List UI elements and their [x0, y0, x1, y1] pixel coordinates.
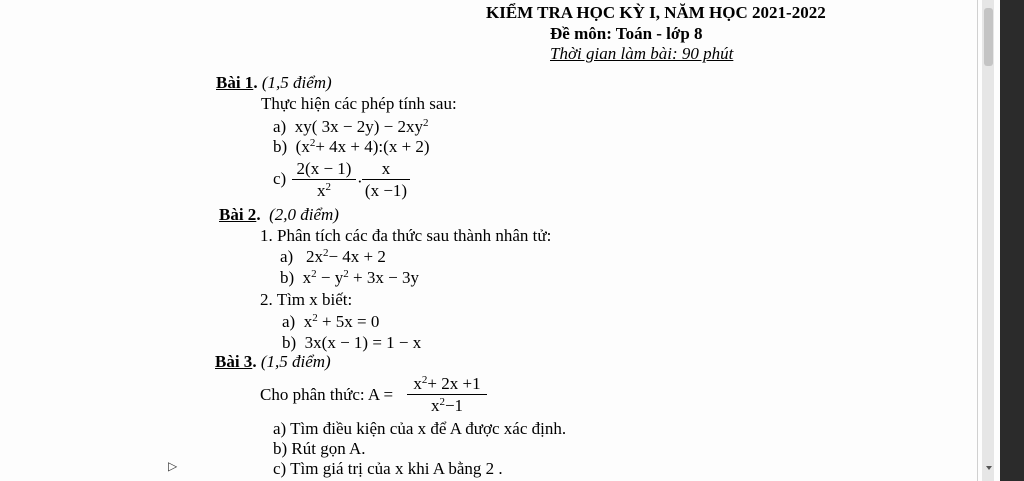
scroll-down-arrow-icon[interactable] [986, 466, 992, 470]
exam-subject: Đề môn: Toán - lớp 8 [550, 24, 703, 43]
bai1-c-fraction-2: x (x −1) [362, 159, 410, 200]
bai3-heading: Bài 3. (1,5 điểm) [215, 352, 331, 371]
bai2-q1b: b) $x^2 - y^2 + 3x - 3y$ [280, 268, 419, 287]
scrollbar-thumb[interactable] [984, 8, 993, 66]
bai1-heading: Bài 1. (1,5 điểm) [216, 73, 332, 92]
bai2-q1a: a) $2x^2- 4x + 2$ [280, 247, 386, 266]
bai3-intro: Cho phân thức: A = [260, 385, 394, 404]
bai1-b: b) ($x^2+ 4x$ + 4):(x + 2) [273, 137, 430, 156]
bai3-fraction-A: $x^2+ 2x +1$ $x^2-1$ [407, 374, 487, 415]
bai1-instruction: Thực hiện các phép tính sau: [261, 94, 457, 113]
bai3-a: a) Tìm điều kiện của x để A được xác định. [273, 419, 567, 438]
exam-title: KIỂM TRA HỌC KỲ I, NĂM HỌC 2021-2022 [486, 3, 826, 22]
bai3-c: c) Tìm giá trị của x khi A bằng 2 . [273, 459, 503, 478]
bai1-c-dot: · [357, 172, 363, 191]
mouse-pointer-icon: ▷ [168, 459, 178, 473]
bai2-q2: 2. Tìm x biết: [260, 290, 353, 309]
bai2-q2a: a) $x^2 + 5x = 0$ [282, 312, 380, 331]
bai1-c-fraction-1: 2(x − 1) $x^2$ [292, 159, 356, 200]
bai1-c-label: c) [273, 169, 287, 188]
page-margin-line [977, 0, 978, 481]
bai2-q1: 1. Phân tích các đa thức sau thành nhân tử: [260, 226, 552, 245]
bai3-b: b) Rút gọn A. [273, 439, 366, 458]
exam-time: Thời gian làm bài: 90 phút [550, 44, 734, 63]
bai1-a: a) xy( $3x - 2y) - 2xy^2$ [273, 117, 429, 136]
bai2-heading: Bài 2. (2,0 điểm) [219, 205, 339, 224]
bai2-q2b: b) 3x(x − 1) = 1 − x [282, 333, 422, 352]
vertical-scrollbar[interactable] [982, 0, 994, 481]
